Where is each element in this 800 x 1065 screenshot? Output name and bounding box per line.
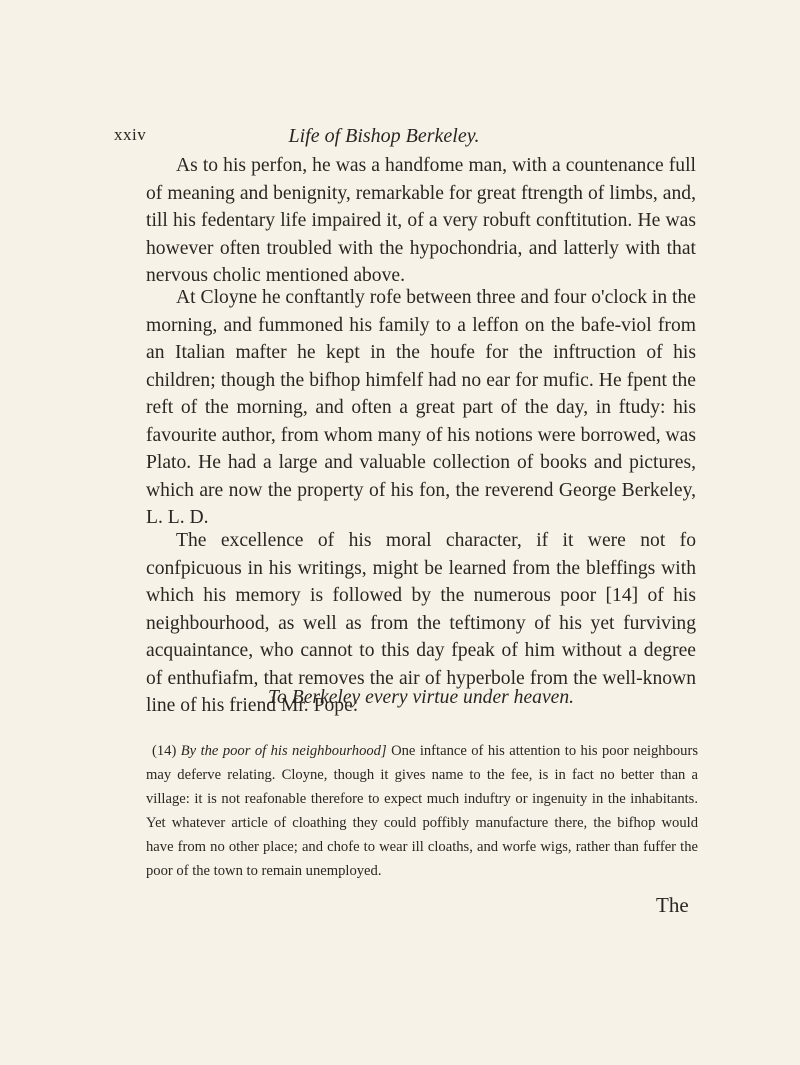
footnote [146,739,698,883]
footnote-text: One inftance of his attention to his poor neighbours may deferve relating. Cloyne, though it gives name to the fee, is in fact no better than a village: it is not reafonable therefore to expect much induftry or ingenuity in the inhabitants. Yet whatever article of cloathing they could poffibly manufacture there, the bifhop would have from no other place; and chofe to wear ill cloaths, and worfe wigs, rather than fuffer the poor of the town to remain unemployed. [146,743,699,879]
paragraph-appearance: As to his perfon, he was a handfome man, with a countenance full of meaning and benignity, remarkable for great ftrength of limbs, and, till his fedentary life impaired it, of a very robuft conftitution. He was however often troubled with the hypochondria, and latterly with that nervous cholic mentioned above. [146,155,696,286]
paragraph-moral-character: The excellence of his moral character, if it were not fo confpicuous in his writings, might be learned from the bleffings with which his memory is followed by the numerous poor [14] of his neighbourhood, as well as from the teftimony of his yet furviving acquaintance, who cannot to this day fpeak of him without a degree of enthufiafm, that removes the air of hyperbole from the well-known line of his friend Mr. Pope: [146,530,696,716]
pope-quote: To Berkeley every virtue under heaven. [267,687,575,708]
footnote-marker: (14) [152,743,177,759]
running-title: Life of Bishop Berkeley. [288,125,480,147]
page-header [114,125,654,153]
page-number: xxiv [114,125,147,144]
catchword: The [656,893,689,917]
footnote-lead: By the poor of his neighbourhood] [180,743,387,759]
paragraph-cloyne-habits: At Cloyne he conftantly rofe between three and four o'clock in the morning, and fummoned his family to a leffon on the bafe-viol from an Italian mafter he kept in the houfe for the inftruction of his children; though the bifhop himfelf had no ear for mufic. He fpent the reft of the morning, and often a great part of the day, in ftudy: his favourite author, from whom many of his notions were borrowed, was Plato. He had a large and valuable collection of books and pictures, which are now the property of his fon, the reverend George Berkeley, L. L. D. [146,287,696,528]
